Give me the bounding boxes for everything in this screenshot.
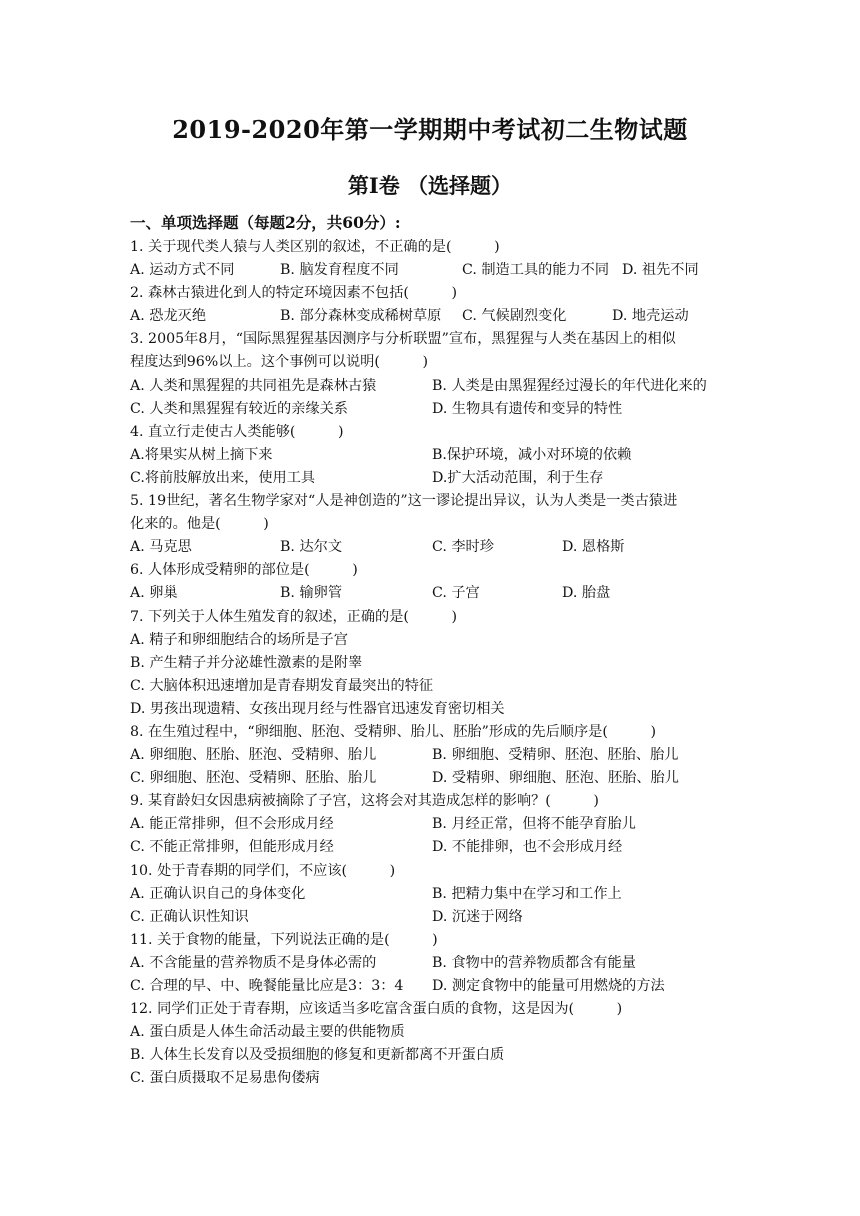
question-line (130, 513, 740, 536)
answer-option: D. 地壳运动 (612, 308, 689, 325)
question-stem (130, 998, 740, 1021)
question-line (130, 744, 740, 767)
answer-option: C. 卵细胞、胚泡、受精卵、胚胎、胎儿 (130, 770, 377, 787)
question-text: C. 蛋白质摄取不足易患佝偻病 (130, 1070, 320, 1087)
volume-heading: 第Ⅰ卷 （选择题） (347, 173, 513, 198)
answer-option: A. 卵巢 (130, 585, 178, 602)
question-text: 6. 人体形成受精卵的部位是( ) (130, 562, 358, 579)
question-line (130, 698, 740, 721)
question-line (130, 652, 740, 675)
question-4 (130, 421, 740, 490)
question-text: 9. 某育龄妇女因患病被摘除了子宫，这将会对其造成怎样的影响？( ) (130, 793, 599, 810)
question-text: 8. 在生殖过程中，“卵细胞、胚泡、受精卵、胎儿、胚胎”形成的先后顺序是( ) (130, 723, 656, 740)
question-7 (130, 606, 740, 721)
question-3 (130, 328, 740, 420)
question-line (130, 836, 740, 859)
question-11 (130, 929, 740, 998)
question-stem (130, 929, 740, 952)
question-line (130, 1067, 740, 1090)
answer-option: D.扩大活动范围，利于生存 (432, 469, 604, 486)
answer-option: B. 食物中的营养物质都含有能量 (432, 954, 636, 971)
question-text: B. 产生精子并分泌雄性激素的是附睾 (130, 654, 363, 671)
answer-option: D. 沉迷于网络 (432, 908, 523, 925)
answer-option: C.将前肢解放出来，使用工具 (130, 469, 316, 486)
question-text: 5. 19世纪，著名生物学家对“人是神创造的”这一谬论提出异议，认为人类是一类古猿进 (130, 493, 678, 510)
question-text: 10. 处于青春期的同学们，不应该( ) (130, 862, 396, 879)
question-text: C. 大脑体积迅速增加是青春期发育最突出的特征 (130, 677, 434, 694)
answer-option: A. 能正常排卵，但不会形成月经 (130, 816, 334, 833)
answer-option: D. 不能排卵，也不会形成月经 (432, 839, 623, 856)
question-line (130, 813, 740, 836)
answer-option: C. 气候剧烈变化 (462, 308, 567, 325)
question-stem (130, 860, 740, 883)
question-line (130, 767, 740, 790)
answer-option: C. 李时珍 (432, 539, 494, 556)
question-8 (130, 721, 740, 790)
answer-option: D. 受精卵、卵细胞、胚泡、胚胎、胎儿 (432, 770, 679, 787)
question-stem (130, 421, 740, 444)
answer-option: B. 达尔文 (280, 539, 343, 556)
answer-option: D. 恩格斯 (562, 539, 625, 556)
answer-option: B. 部分森林变成稀树草原 (280, 308, 442, 325)
answer-option: B. 月经正常，但将不能孕育胎儿 (432, 816, 636, 833)
answer-option: C. 子宫 (432, 585, 480, 602)
answer-option: C. 人类和黑猩猩有较近的亲缘关系 (130, 400, 348, 417)
question-line (130, 675, 740, 698)
question-stem (130, 282, 740, 305)
question-2 (130, 282, 740, 328)
question-text: 7. 下列关于人体生殖发育的叙述，正确的是( ) (130, 608, 458, 625)
question-stem (130, 559, 740, 582)
answer-option: A. 恐龙灭绝 (130, 308, 207, 325)
question-line (130, 582, 740, 605)
question-text: 4. 直立行走使古人类能够( ) (130, 423, 344, 440)
question-text: 2. 森林古猿进化到人的特定环境因素不包括( ) (130, 285, 458, 302)
answer-option: A. 卵细胞、胚胎、胚泡、受精卵、胎儿 (130, 747, 377, 764)
question-line (130, 305, 740, 328)
question-line (130, 952, 740, 975)
question-stem (130, 328, 740, 351)
question-stem (130, 790, 740, 813)
question-6 (130, 559, 740, 605)
answer-option: A. 不含能量的营养物质不是身体必需的 (130, 954, 377, 971)
question-line (130, 444, 740, 467)
answer-option: B. 输卵管 (280, 585, 343, 602)
answer-option: A. 运动方式不同 (130, 262, 235, 279)
question-line (130, 536, 740, 559)
answer-option: D. 祖先不同 (622, 262, 699, 279)
question-line (130, 375, 740, 398)
question-text: 化来的。他是( ) (130, 516, 269, 533)
question-text: 11. 关于食物的能量，下列说法正确的是( ) (130, 931, 438, 948)
question-text: 3. 2005年8月，“国际黑猩猩基因测序与分析联盟”宣布，黑猩猩与人类在基因上的相似 (130, 331, 676, 348)
answer-option: A. 正确认识自己的身体变化 (130, 885, 306, 902)
question-9 (130, 790, 740, 859)
question-text: A. 精子和卵细胞结合的场所是子宫 (130, 631, 348, 648)
question-text: 1. 关于现代类人猿与人类区别的叙述，不正确的是( ) (130, 239, 500, 255)
question-line (130, 1044, 740, 1067)
question-12 (130, 998, 740, 1090)
answer-option: B.保护环境，减小对环境的依赖 (432, 446, 632, 463)
question-line (130, 351, 740, 374)
answer-option: B. 把精力集中在学习和工作上 (432, 885, 622, 902)
question-line (130, 629, 740, 652)
question-text: B. 人体生长发育以及受损细胞的修复和更新都离不开蛋白质 (130, 1047, 505, 1064)
answer-option: B. 脑发育程度不同 (280, 262, 399, 279)
question-line (130, 975, 740, 998)
answer-option: D. 生物具有遗传和变异的特性 (432, 400, 623, 417)
question-text: 程度达到96%以上。这个事例可以说明( ) (130, 354, 428, 371)
answer-option: A. 人类和黑猩猩的共同祖先是森林古猿 (130, 377, 377, 394)
question-10 (130, 860, 740, 929)
question-5 (130, 490, 740, 559)
question-line (130, 398, 740, 421)
question-line (130, 467, 740, 490)
answer-option: D. 胎盘 (562, 585, 611, 602)
question-stem (130, 490, 740, 513)
question-list (130, 236, 740, 1090)
question-1 (130, 236, 740, 282)
question-text: 12. 同学们正处于青春期，应该适当多吃富含蛋白质的食物，这是因为( ) (130, 1001, 623, 1018)
answer-option: B. 卵细胞、受精卵、胚泡、胚胎、胎儿 (432, 747, 679, 764)
question-line (130, 906, 740, 929)
question-line (130, 1021, 740, 1044)
question-line (130, 259, 740, 282)
question-stem (130, 236, 740, 259)
section-heading: 一、单项选择题（每题2分，共60分）: (130, 213, 401, 232)
answer-option: C. 不能正常排卵，但能形成月经 (130, 839, 334, 856)
question-text: A. 蛋白质是人体生命活动最主要的供能物质 (130, 1024, 405, 1041)
answer-option: C. 合理的早、中、晚餐能量比应是3：3：4 (130, 978, 404, 994)
question-text: D. 男孩出现遗精、女孩出现月经与性器官迅速发育密切相关 (130, 700, 505, 717)
answer-option: B. 人类是由黑猩猩经过漫长的年代进化来的 (432, 377, 707, 394)
exam-title: 2019-2020年第一学期期中考试初二生物试题 (172, 115, 688, 144)
answer-option: A.将果实从树上摘下来 (130, 446, 273, 463)
answer-option: C. 制造工具的能力不同 (462, 262, 610, 279)
answer-option: C. 正确认识性知识 (130, 908, 249, 925)
answer-option: D. 测定食物中的能量可用燃烧的方法 (432, 978, 665, 994)
question-line (130, 883, 740, 906)
answer-option: A. 马克思 (130, 539, 192, 556)
question-stem (130, 721, 740, 744)
question-stem (130, 606, 740, 629)
